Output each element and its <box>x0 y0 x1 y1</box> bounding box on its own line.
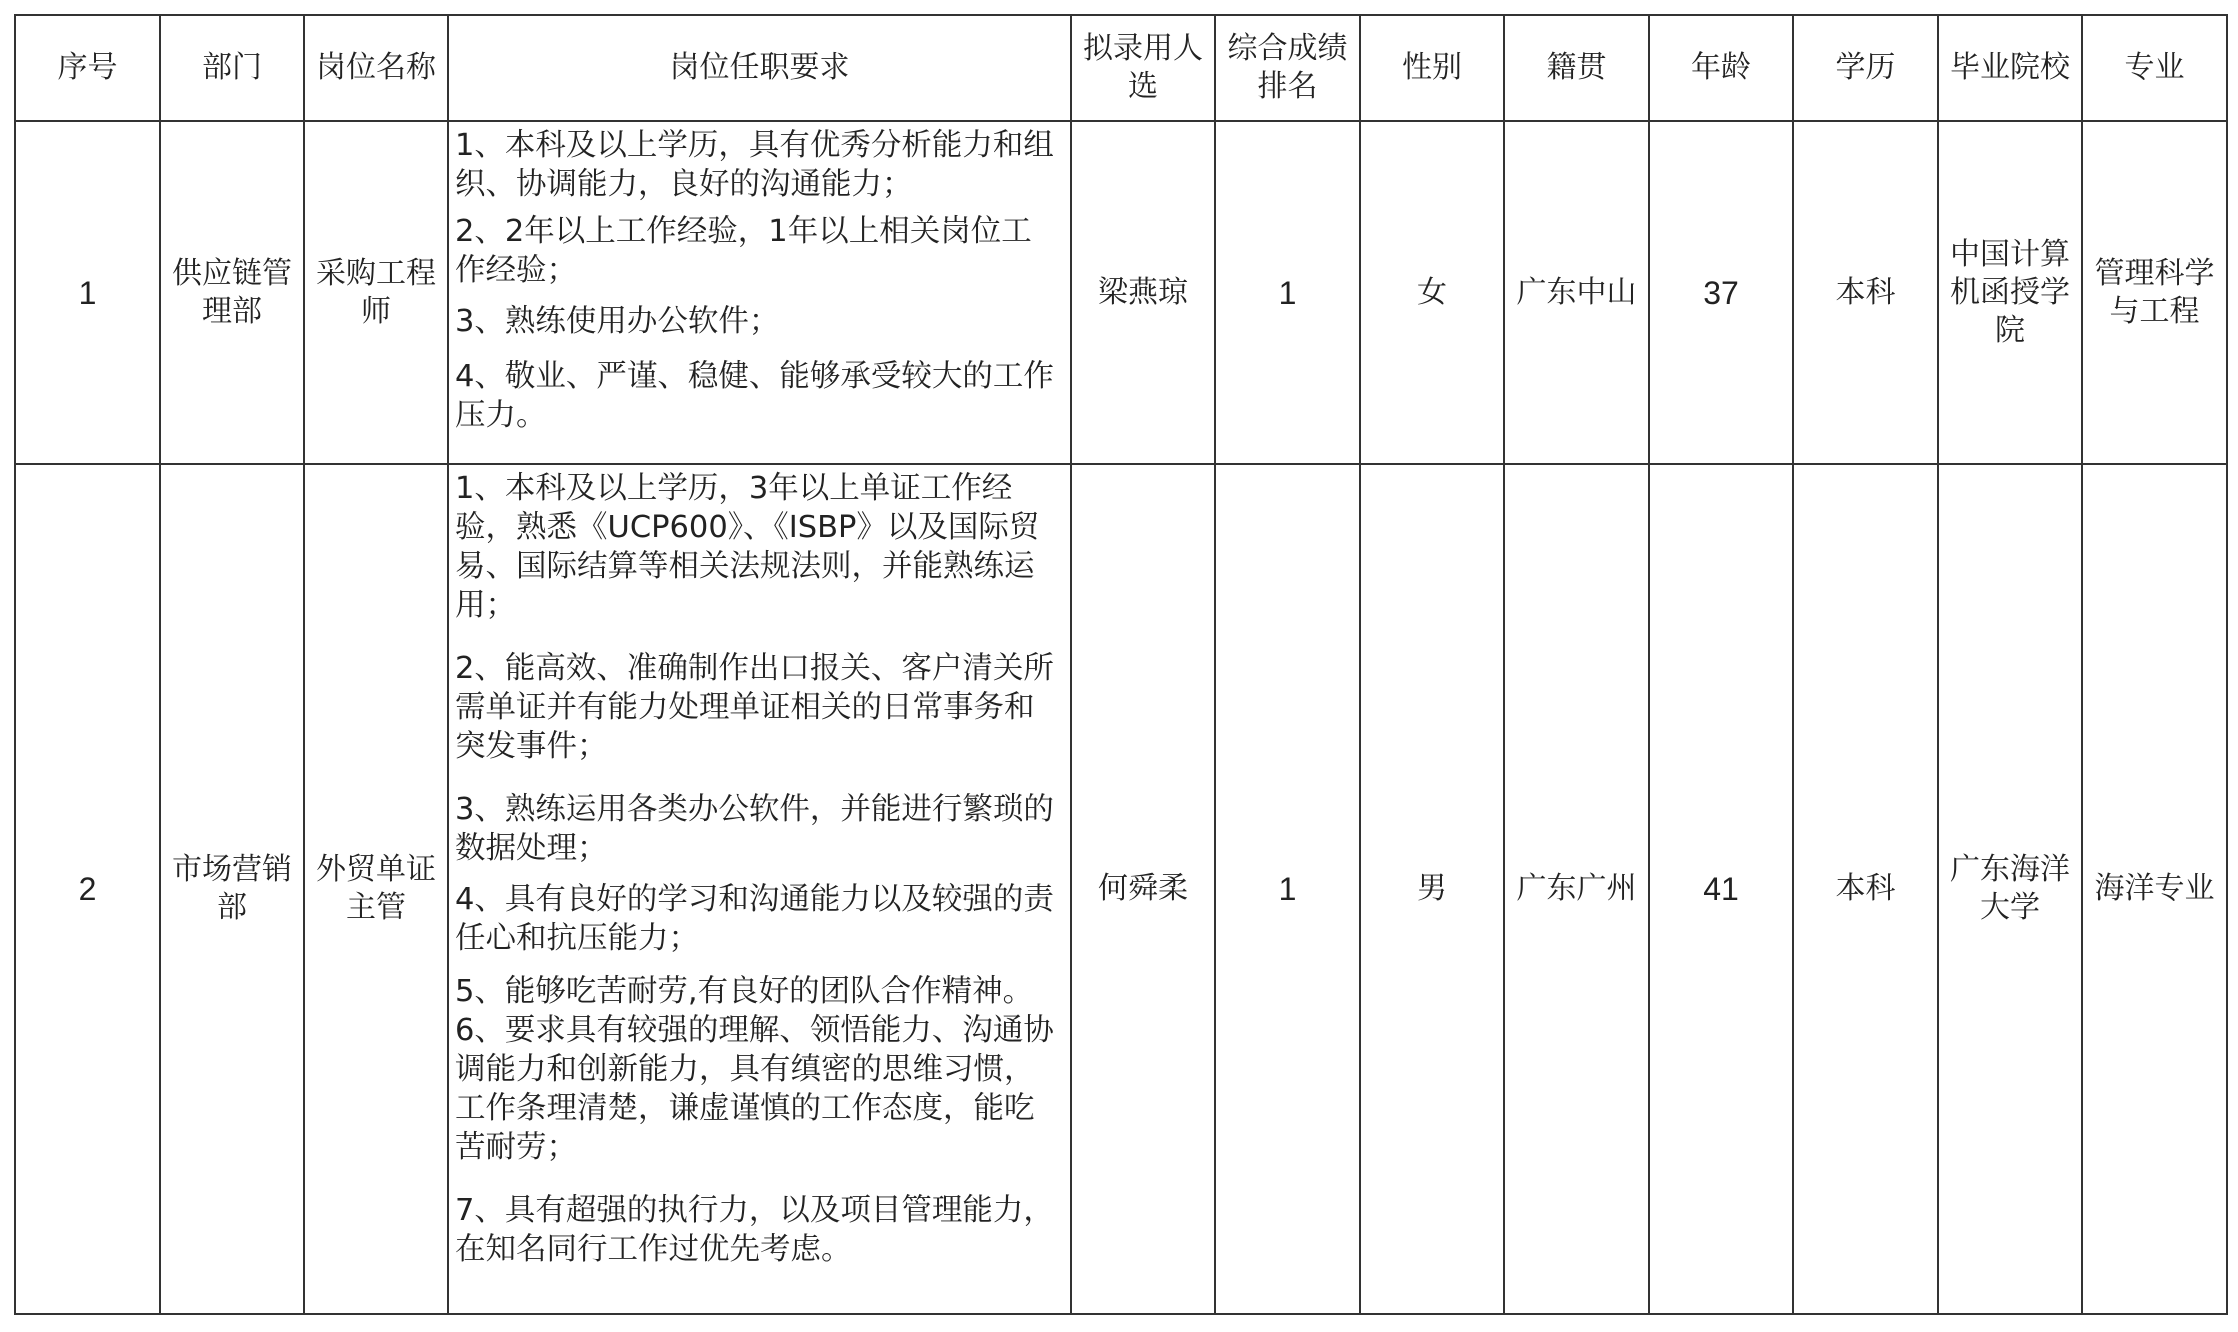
cell-dept: 供应链管理部 <box>160 121 304 464</box>
requirement-item: 3、熟练运用各类办公软件，并能进行繁琐的数据处理； <box>455 792 1054 866</box>
header-origin: 籍贯 <box>1504 15 1649 121</box>
cell-school: 广东海洋大学 <box>1938 464 2082 1314</box>
cell-position: 采购工程师 <box>304 121 448 464</box>
header-education: 学历 <box>1793 15 1938 121</box>
cell-requirements <box>448 464 1071 1314</box>
cell-rank: 1 <box>1215 464 1360 1314</box>
header-rank: 综合成绩排名 <box>1215 15 1360 121</box>
recruitment-table <box>14 14 2228 1315</box>
header-major: 专业 <box>2082 15 2227 121</box>
cell-school: 中国计算机函授学院 <box>1938 121 2082 464</box>
header-row <box>15 15 2227 121</box>
cell-age: 37 <box>1649 121 1793 464</box>
header-position: 岗位名称 <box>304 15 448 121</box>
header-requirements: 岗位任职要求 <box>448 15 1071 121</box>
table-row <box>15 121 2227 464</box>
requirement-item: 2、能高效、准确制作出口报关、客户清关所需单证并有能力处理单证相关的日常事务和突发事件； <box>455 651 1054 764</box>
requirement-item: 1、本科及以上学历，具有优秀分析能力和组织、协调能力，良好的沟通能力； <box>455 128 1054 202</box>
cell-major: 管理科学与工程 <box>2082 121 2227 464</box>
requirement-item: 1、本科及以上学历，3年以上单证工作经验，熟悉《UCP600》、《ISBP》以及国际贸易、国际结算等相关法规法则，并能熟练运用； <box>455 471 1040 623</box>
header-gender: 性别 <box>1360 15 1504 121</box>
requirement-item: 6、要求具有较强的理解、领悟能力、沟通协调能力和创新能力，具有缜密的思维习惯，工作条理清楚，谦虚谨慎的工作态度，能吃苦耐劳； <box>455 1013 1054 1165</box>
requirement-item: 4、敬业、严谨、稳健、能够承受较大的工作压力。 <box>455 359 1054 433</box>
cell-gender: 男 <box>1360 464 1504 1314</box>
header-school: 毕业院校 <box>1938 15 2082 121</box>
cell-gender: 女 <box>1360 121 1504 464</box>
table-row <box>15 464 2227 1314</box>
cell-education: 本科 <box>1793 464 1938 1314</box>
cell-position: 外贸单证主管 <box>304 464 448 1314</box>
cell-candidate: 梁燕琼 <box>1071 121 1215 464</box>
requirement-item: 2、2年以上工作经验，1年以上相关岗位工作经验； <box>455 214 1032 288</box>
requirement-item: 3、熟练使用办公软件； <box>455 304 780 339</box>
requirement-item: 7、具有超强的执行力，以及项目管理能力，在知名同行工作过优先考虑。 <box>455 1193 1054 1267</box>
cell-dept: 市场营销部 <box>160 464 304 1314</box>
cell-no: 1 <box>15 121 160 464</box>
document-page <box>14 14 2228 1315</box>
cell-age: 41 <box>1649 464 1793 1314</box>
cell-candidate: 何舜柔 <box>1071 464 1215 1314</box>
header-dept: 部门 <box>160 15 304 121</box>
cell-rank: 1 <box>1215 121 1360 464</box>
header-no: 序号 <box>15 15 160 121</box>
cell-education: 本科 <box>1793 121 1938 464</box>
requirement-item: 5、能够吃苦耐劳,有良好的团队合作精神。 <box>455 974 1034 1009</box>
cell-requirements <box>448 121 1071 464</box>
header-age: 年龄 <box>1649 15 1793 121</box>
cell-no: 2 <box>15 464 160 1314</box>
cell-origin: 广东广州 <box>1504 464 1649 1314</box>
cell-origin: 广东中山 <box>1504 121 1649 464</box>
cell-major: 海洋专业 <box>2082 464 2227 1314</box>
requirement-item: 4、具有良好的学习和沟通能力以及较强的责任心和抗压能力； <box>455 882 1054 956</box>
header-candidate: 拟录用人选 <box>1071 15 1215 121</box>
